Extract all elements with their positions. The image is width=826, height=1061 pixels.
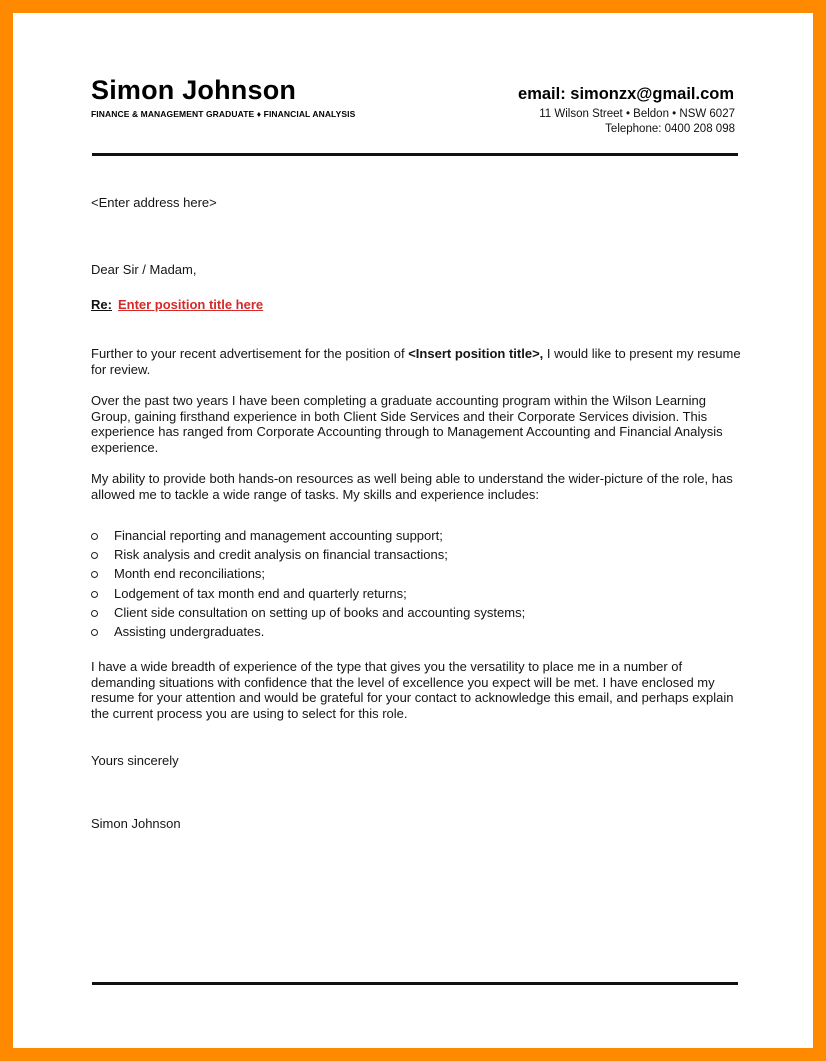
sender-contact-block (539, 107, 735, 137)
circle-bullet-icon (91, 610, 98, 617)
circle-bullet-icon (91, 629, 98, 636)
list-item: Assisting undergraduates. (91, 622, 741, 641)
sender-name: Simon Johnson (91, 75, 297, 105)
circle-bullet-icon (91, 571, 98, 578)
closing-paragraph: I have a wide breadth of experience of the type that gives you the versatility to place me in a number of demanding situations with confidence that the level of excellence you expect will be met. I have enclosed my resume for your attention and would be grateful for your contact to acknowledge this email, and perhaps explain the current process you are using to select for this role. (91, 659, 734, 722)
circle-bullet-icon (91, 533, 98, 540)
circle-bullet-icon (91, 552, 98, 559)
intro-paragraph (91, 346, 741, 377)
list-item: Lodgement of tax month end and quarterly returns; (91, 584, 741, 603)
experience-paragraph: Over the past two years I have been completing a graduate accounting program within the Wilson Learning Group, gaining firsthand experience in both Client Side Services and their Corporate Services division. This experience has ranged from Corporate Accounting through to Management Accounting and Financial Analysis experience. (91, 393, 723, 456)
list-item: Financial reporting and management accounting support; (91, 526, 741, 545)
intro-text-end: I would like to present my resume for review. (91, 346, 741, 377)
circle-bullet-icon (91, 591, 98, 598)
skills-list (91, 526, 741, 641)
salutation: Dear Sir / Madam, (91, 262, 197, 277)
re-position-title: Enter position title here (117, 297, 264, 312)
re-line (91, 297, 741, 313)
list-item: Month end reconciliations; (91, 564, 741, 583)
footer-divider (92, 982, 738, 985)
closing-phrase: Yours sincerely (91, 753, 179, 768)
sender-subtitle: FINANCE & MANAGEMENT GRADUATE ♦ FINANCIAL ANALYSIS (91, 109, 356, 119)
intro-text-start: Further to your recent advertisement for the position of (91, 346, 409, 361)
sender-email: email: simonzx@gmail.com (518, 85, 734, 103)
sender-address: 11 Wilson Street • Beldon • NSW 6027 (539, 108, 735, 120)
recipient-address: <Enter address here> (91, 195, 217, 210)
list-item: Risk analysis and credit analysis on financial transactions; (91, 545, 741, 564)
list-item: Client side consultation on setting up of books and accounting systems; (91, 603, 741, 622)
header-divider (92, 153, 738, 156)
signature-name: Simon Johnson (91, 816, 181, 831)
letter-page (13, 13, 813, 1048)
intro-position-placeholder: <Insert position title>, (408, 346, 544, 361)
sender-telephone: Telephone: 0400 208 098 (605, 123, 735, 135)
re-label: Re: (91, 297, 112, 312)
skills-intro-paragraph: My ability to provide both hands-on resources as well being able to understand the wider-picture of the role, has allowed me to tackle a wide range of tasks. My skills and experience includes: (91, 471, 733, 502)
